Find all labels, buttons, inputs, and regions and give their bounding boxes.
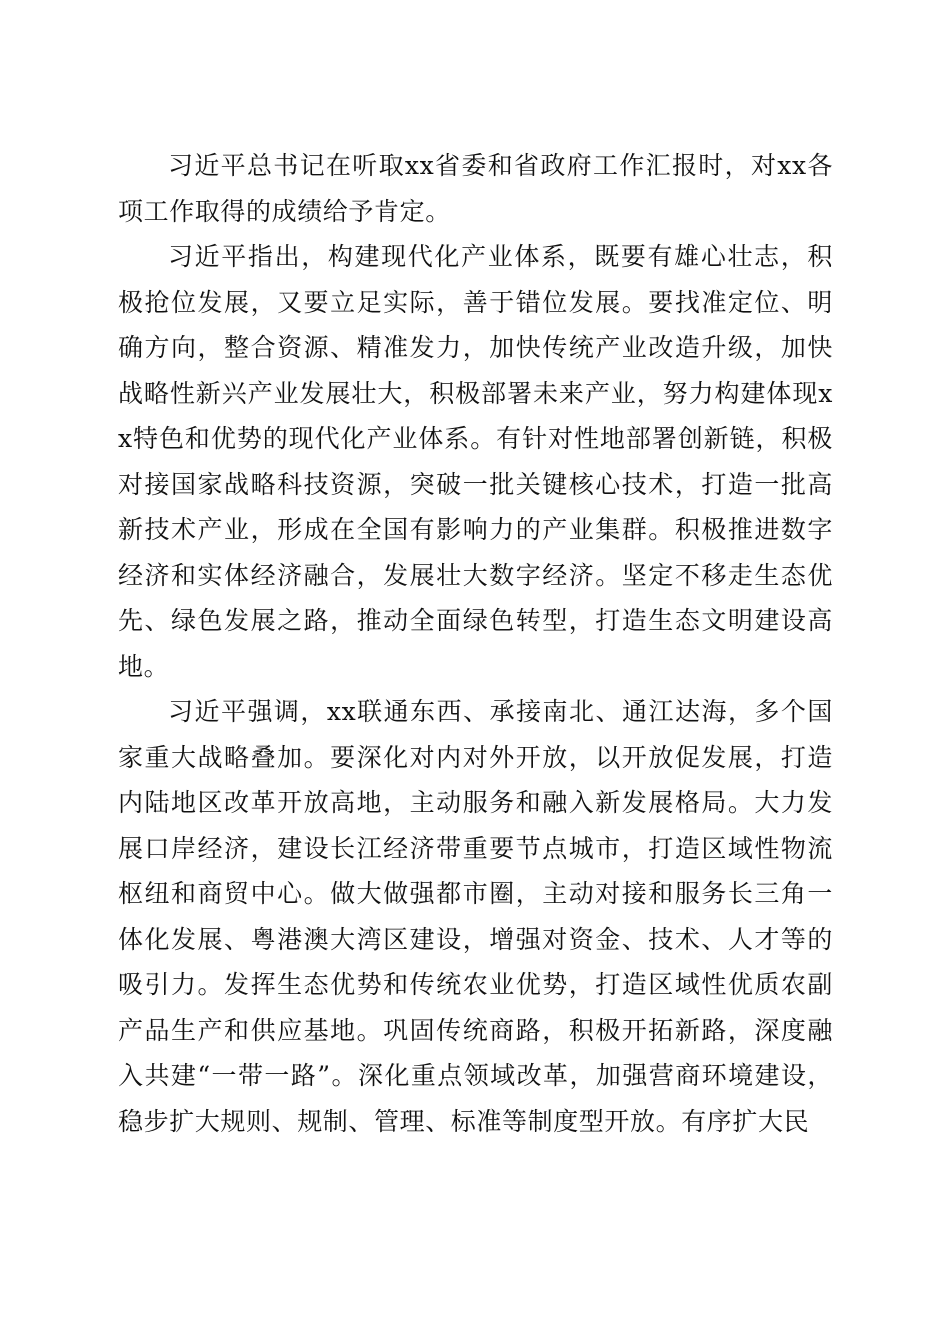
paragraph-3: 习近平强调，xx联通东西、承接南北、通江达海，多个国家重大战略叠加。要深化对内对外开放，以开放促发展，打造内陆地区改革开放高地，主动服务和融入新发展格局。大力发展口岸经济，建设长江经济带重要节点城市，打造区域性物流枢纽和商贸中心。做大做强都市圈，主动对接和服务长三角一体化发展、粤港澳大湾区建设，增强对资金、技术、人才等的吸引力。发挥生态优势和传统农业优势，打造区域性优质农副产品生产和供应基地。巩固传统商路，积极开拓新路，深度融入共建“一带一路”。深化重点领域改革，加强营商环境建设，稳步扩大规则、规制、管理、标准等制度型开放。有序扩大民 <box>118 697 833 1136</box>
document-body <box>118 143 833 1144</box>
paragraph-2: 习近平指出，构建现代化产业体系，既要有雄心壮志，积极抢位发展，又要立足实际，善于错位发展。要找准定位、明确方向，整合资源、精准发力，加快传统产业改造升级，加快战略性新兴产业发展壮大，积极部署未来产业，努力构建体现xx特色和优势的现代化产业体系。有针对性地部署创新链，积极对接国家战略科技资源，突破一批关键核心技术，打造一批高新技术产业，形成在全国有影响力的产业集群。积极推进数字经济和实体经济融合，发展壮大数字经济。坚定不移走生态优先、绿色发展之路，推动全面绿色转型，打造生态文明建设高地。 <box>118 242 833 681</box>
paragraph-1: 习近平总书记在听取xx省委和省政府工作汇报时，对xx各项工作取得的成绩给予肯定。 <box>118 151 833 226</box>
